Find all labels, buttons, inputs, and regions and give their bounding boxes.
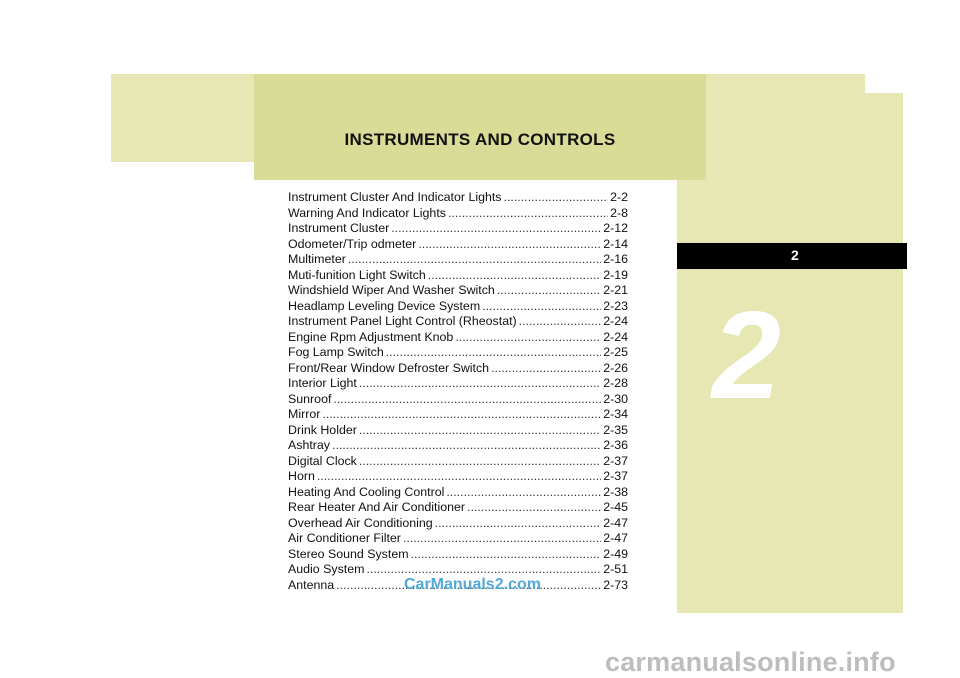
- toc-entry[interactable]: [288, 361, 628, 377]
- toc-entry[interactable]: [288, 392, 628, 408]
- toc-entry[interactable]: [288, 454, 628, 470]
- toc-entry[interactable]: [288, 516, 628, 532]
- toc-entry-page: 2-49: [603, 546, 628, 561]
- toc-dot-leader: [391, 221, 601, 237]
- toc-entry-page: 2-23: [603, 298, 628, 313]
- toc-entry-page: 2-37: [603, 453, 628, 468]
- toc-dot-leader: [428, 268, 601, 284]
- toc-entry[interactable]: [288, 190, 628, 206]
- table-of-contents: [288, 190, 628, 593]
- toc-entry-page: 2-34: [603, 407, 628, 421]
- toc-entry-title: Sunroof: [288, 391, 332, 406]
- toc-dot-leader: [403, 531, 601, 547]
- toc-entry-page: 2-16: [603, 252, 628, 266]
- toc-entry-page: 2-19: [603, 267, 628, 282]
- toc-entry-title: Drink Holder: [288, 422, 357, 437]
- toc-dot-leader: [332, 438, 601, 454]
- toc-entry-page: 2-30: [603, 391, 628, 406]
- toc-entry-page: 2-45: [603, 500, 628, 514]
- toc-dot-leader: [359, 376, 601, 392]
- toc-dot-leader: [519, 314, 602, 330]
- decorative-band-right: [706, 74, 865, 183]
- toc-entry-page: 2-47: [603, 515, 628, 530]
- toc-dot-leader: [348, 252, 601, 268]
- decorative-band-left: [111, 74, 254, 162]
- toc-entry[interactable]: [288, 500, 628, 516]
- toc-entry-page: 2-14: [603, 236, 628, 251]
- toc-entry-title: Antenna: [288, 577, 335, 592]
- toc-entry-page: 2-73: [603, 577, 628, 592]
- toc-entry-title: Heating And Cooling Control: [288, 484, 445, 499]
- toc-entry-title: Rear Heater And Air Conditioner: [288, 500, 466, 514]
- toc-entry-title: Interior Light: [288, 376, 357, 390]
- toc-entry-page: 2-28: [603, 376, 628, 390]
- toc-entry-title: Headlamp Leveling Device System: [288, 298, 481, 313]
- toc-entry-page: 2-26: [603, 360, 628, 375]
- toc-entry-page: 2-38: [603, 484, 628, 499]
- chapter-header: [254, 74, 706, 180]
- toc-dot-leader: [317, 469, 601, 485]
- toc-entry[interactable]: [288, 252, 628, 268]
- chapter-tab[interactable]: [677, 243, 907, 269]
- toc-dot-leader: [418, 237, 601, 253]
- toc-entry-title: Engine Rpm Adjustment Knob: [288, 329, 454, 344]
- toc-entry[interactable]: [288, 237, 628, 253]
- toc-entry-title: Overhead Air Conditioning: [288, 515, 433, 530]
- toc-entry-page: 2-36: [603, 438, 628, 452]
- toc-dot-leader: [467, 500, 601, 516]
- chapter-title: INSTRUMENTS AND CONTROLS: [344, 130, 616, 149]
- toc-entry-title: Muti-funition Light Switch: [288, 267, 426, 282]
- toc-entry-page: 2-24: [603, 329, 628, 344]
- toc-entry[interactable]: [288, 299, 628, 315]
- toc-dot-leader: [491, 361, 601, 377]
- chapter-tab-number: 2: [791, 247, 799, 263]
- toc-entry[interactable]: [288, 330, 628, 346]
- toc-entry-title: Instrument Cluster And Indicator Lights: [288, 190, 502, 204]
- toc-dot-leader: [333, 392, 601, 408]
- toc-entry-title: Stereo Sound System: [288, 546, 409, 561]
- toc-entry[interactable]: [288, 407, 628, 423]
- toc-entry-title: Horn: [288, 469, 315, 483]
- toc-entry-page: 2-24: [603, 314, 628, 328]
- chapter-big-numeral: 2: [712, 287, 781, 425]
- toc-entry-page: 2-12: [603, 221, 628, 235]
- toc-entry-title: Windshield Wiper And Washer Switch: [288, 283, 495, 297]
- toc-entry-title: Front/Rear Window Defroster Switch: [288, 360, 490, 375]
- toc-dot-leader: [497, 283, 601, 299]
- toc-dot-leader: [386, 345, 601, 361]
- toc-entry-title: Warning And Indicator Lights: [288, 205, 446, 220]
- toc-entry[interactable]: [288, 206, 628, 222]
- toc-entry[interactable]: [288, 376, 628, 392]
- toc-entry-title: Fog Lamp Switch: [288, 345, 384, 359]
- toc-entry-title: Instrument Panel Light Control (Rheostat): [288, 314, 517, 328]
- toc-entry[interactable]: [288, 283, 628, 299]
- toc-entry[interactable]: [288, 547, 628, 563]
- watermark-carmanuals2[interactable]: CarManuals2.com: [404, 576, 541, 593]
- toc-entry-title: Air Conditioner Filter: [288, 531, 401, 545]
- toc-entry-title: Instrument Cluster: [288, 221, 390, 235]
- toc-entry-title: Mirror: [288, 407, 321, 421]
- toc-dot-leader: [448, 206, 608, 222]
- toc-entry-page: 2-2: [610, 190, 628, 204]
- toc-dot-leader: [435, 516, 602, 532]
- toc-entry[interactable]: [288, 485, 628, 501]
- toc-entry-page: 2-37: [603, 469, 628, 483]
- toc-entry[interactable]: [288, 314, 628, 330]
- toc-entry[interactable]: [288, 221, 628, 237]
- toc-dot-leader: [359, 454, 601, 470]
- toc-entry-page: 2-25: [603, 345, 628, 359]
- toc-entry-page: 2-8: [610, 205, 628, 220]
- toc-dot-leader: [455, 330, 601, 346]
- toc-entry[interactable]: [288, 531, 628, 547]
- toc-entry-title: Digital Clock: [288, 453, 357, 468]
- toc-entry-page: 2-51: [603, 562, 628, 576]
- toc-dot-leader: [359, 423, 601, 439]
- toc-entry[interactable]: [288, 423, 628, 439]
- toc-dot-leader: [504, 190, 609, 206]
- toc-entry[interactable]: [288, 438, 628, 454]
- toc-entry-title: Multimeter: [288, 252, 346, 266]
- toc-entry-page: 2-21: [603, 283, 628, 297]
- toc-dot-leader: [411, 547, 602, 563]
- watermark-carmanualsonline[interactable]: carmanualsonline.info: [605, 647, 896, 677]
- toc-dot-leader: [446, 485, 601, 501]
- toc-entry-title: Audio System: [288, 562, 365, 576]
- toc-dot-leader: [322, 407, 601, 423]
- toc-dot-leader: [482, 299, 601, 315]
- toc-entry-title: Odometer/Trip odmeter: [288, 236, 417, 251]
- toc-entry-title: Ashtray: [288, 438, 331, 452]
- toc-entry-page: 2-47: [603, 531, 628, 545]
- toc-entry-page: 2-35: [603, 422, 628, 437]
- toc-entry[interactable]: [288, 469, 628, 485]
- toc-entry[interactable]: [288, 345, 628, 361]
- toc-entry[interactable]: [288, 268, 628, 284]
